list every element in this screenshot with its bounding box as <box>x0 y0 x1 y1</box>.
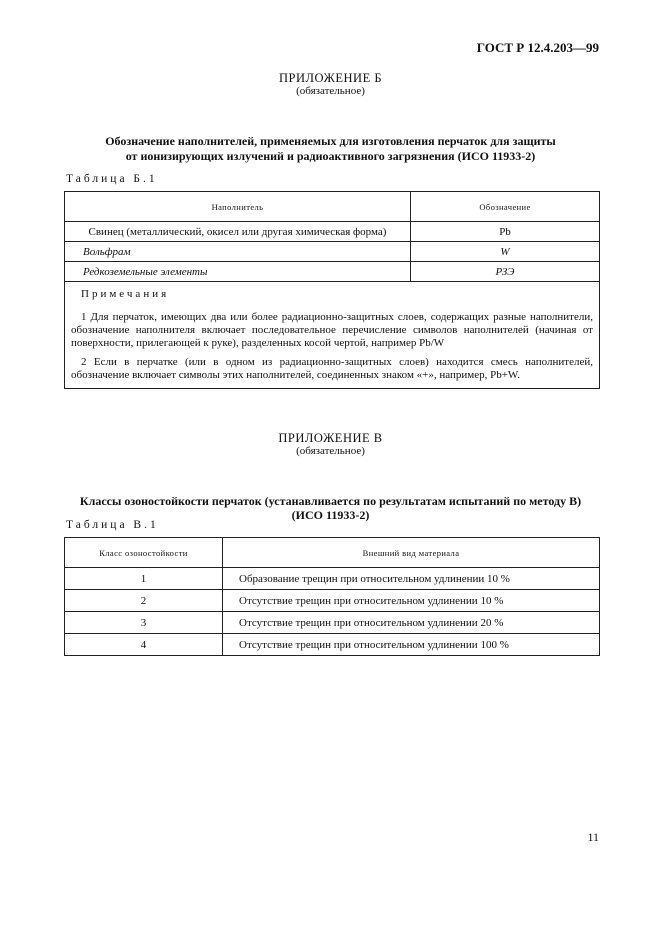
note-item: 2 Если в перчатке (или в одном из радиационно-защитных слоев) находится смесь наполнителей, обозначение включает символы этих наполнителей, соединенных знаком «+», например, Pb+W. <box>71 356 593 381</box>
table-row <box>65 634 600 656</box>
appendix-v-subtitle: (обязательное) <box>296 445 365 457</box>
document-code: ГОСТ Р 12.4.203—99 <box>476 40 599 55</box>
table-row <box>65 222 600 242</box>
appendix-v-heading-line1: Классы озоностойкости перчаток (устанавливается по результатам испытаний по методу В) <box>79 494 582 508</box>
appendix-b-title: ПРИЛОЖЕНИЕ Б <box>278 71 383 85</box>
table-cell: 1 <box>65 568 223 590</box>
notes-row <box>65 282 600 389</box>
table-b1 <box>64 191 600 389</box>
appendix-b-subtitle: (обязательное) <box>296 85 365 97</box>
appendix-b-heading-line2: от ионизирующих излучений и радиоактивного загрязнения (ИСО 11933-2) <box>125 149 536 163</box>
column-header: Обозначение <box>411 192 600 222</box>
table-cell: РЗЭ <box>411 262 600 282</box>
table-cell: Вольфрам <box>65 242 411 262</box>
table-v1-caption: Таблица В.1 <box>66 519 159 531</box>
note-item: 1 Для перчаток, имеющих два или более радиационно-защитных слоев, содержащих разные наполнители, обозначение наполнителя включает последовательное перечисление символов наполнителей (начиная от поверхности, прилегающей к руке), разделенных косой чертой, например Pb/W <box>71 311 593 349</box>
table-cell: Отсутствие трещин при относительном удлинении 10 % <box>223 590 600 612</box>
table-cell: Отсутствие трещин при относительном удлинении 100 % <box>223 634 600 656</box>
table-cell: 4 <box>65 634 223 656</box>
column-header: Класс озоностойкости <box>65 538 223 568</box>
table-row <box>65 612 600 634</box>
table-row <box>65 242 600 262</box>
table-b1-caption: Таблица Б.1 <box>66 173 158 185</box>
table-cell: 3 <box>65 612 223 634</box>
notes-heading: Примечания <box>81 288 170 300</box>
table-cell: Отсутствие трещин при относительном удлинении 20 % <box>223 612 600 634</box>
table-header-row <box>65 192 600 222</box>
table-cell: W <box>411 242 600 262</box>
table-cell: Образование трещин при относительном удлинении 10 % <box>223 568 600 590</box>
table-cell: Редкоземельные элементы <box>65 262 411 282</box>
appendix-v-heading-line2: (ИСО 11933-2) <box>291 508 370 522</box>
column-header: Наполнитель <box>65 192 411 222</box>
table-cell: Свинец (металлический, окисел или другая химическая форма) <box>65 222 411 242</box>
column-header: Внешний вид материала <box>223 538 600 568</box>
table-cell: 2 <box>65 590 223 612</box>
page-number: 11 <box>587 830 599 844</box>
appendix-b-heading-line1: Обозначение наполнителей, применяемых для изготовления перчаток для защиты <box>105 134 556 148</box>
table-header-row <box>65 538 600 568</box>
appendix-v-title: ПРИЛОЖЕНИЕ В <box>278 431 383 445</box>
notes-cell <box>65 282 600 389</box>
table-row <box>65 590 600 612</box>
table-v1 <box>64 537 600 656</box>
table-cell: Pb <box>411 222 600 242</box>
table-row <box>65 262 600 282</box>
table-row <box>65 568 600 590</box>
